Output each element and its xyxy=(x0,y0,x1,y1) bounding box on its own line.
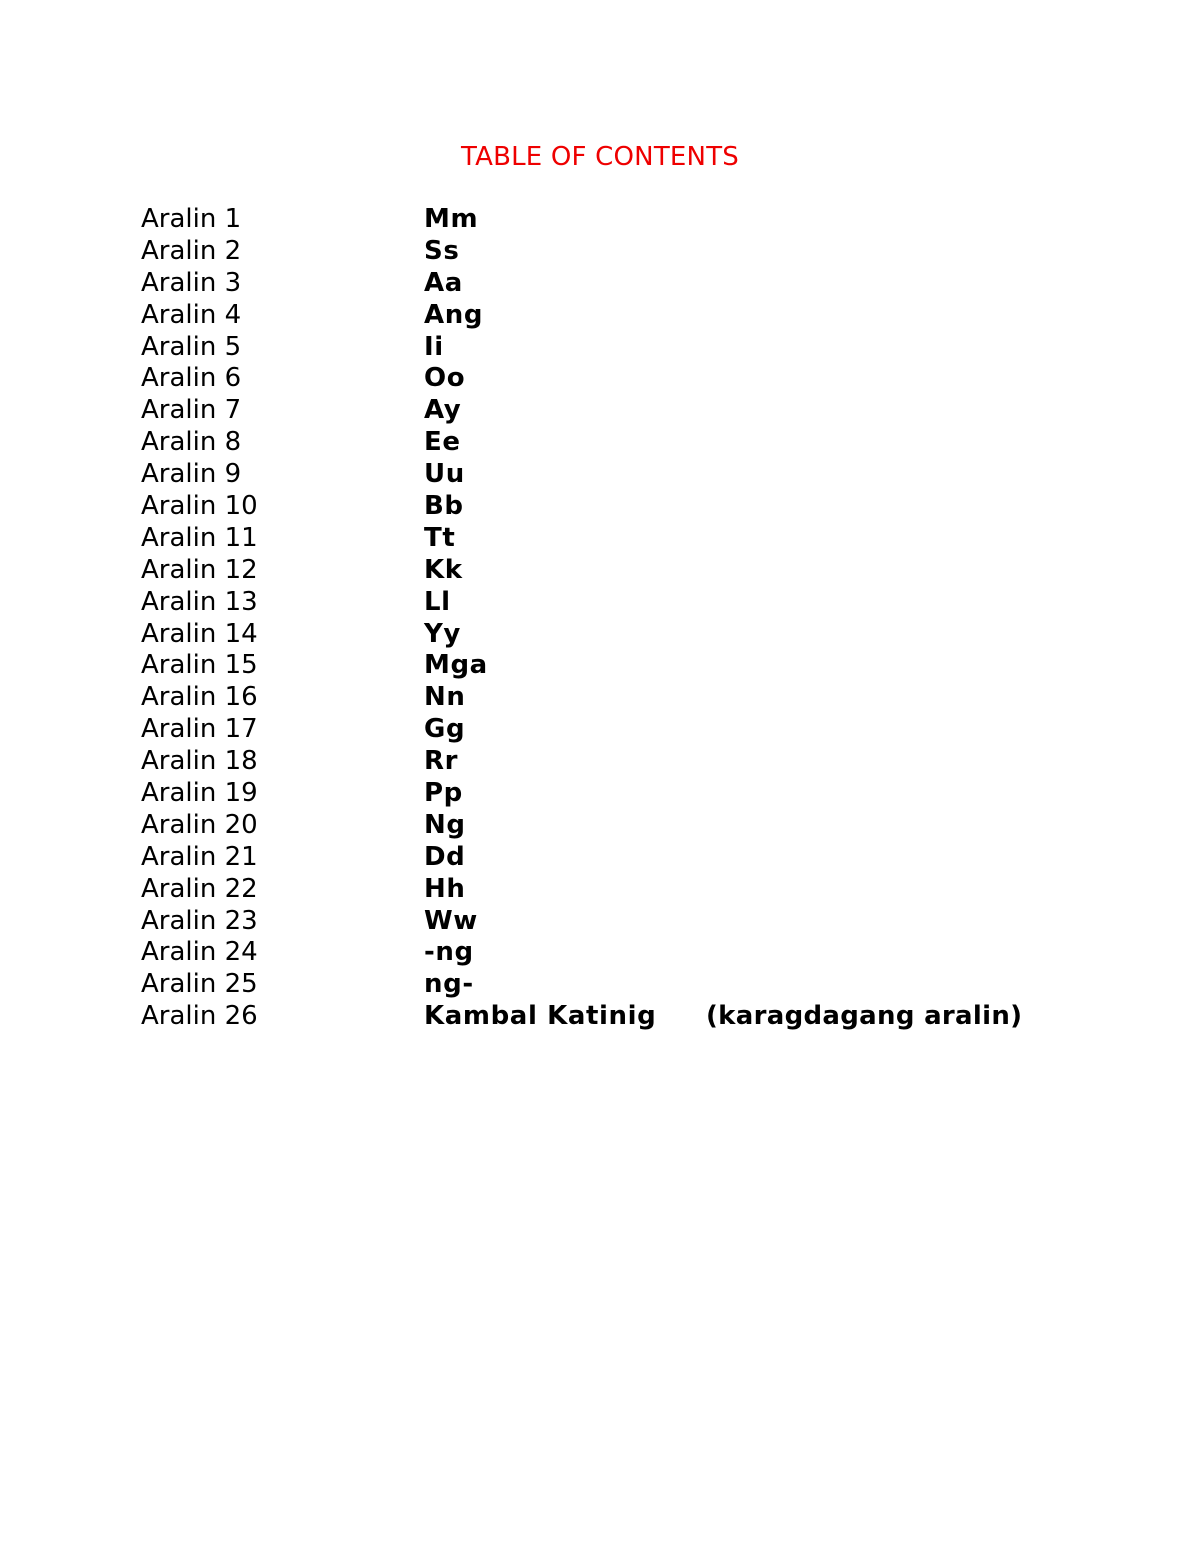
lesson-number: Aralin 14 xyxy=(141,618,258,649)
lesson-number: Aralin 22 xyxy=(141,873,258,904)
page-title: TABLE OF CONTENTS xyxy=(461,142,739,172)
toc-entry xyxy=(141,714,1141,746)
lesson-topic: Kk xyxy=(424,554,463,585)
toc-entry xyxy=(141,587,1141,619)
lesson-number: Aralin 6 xyxy=(141,363,242,394)
lesson-number: Aralin 16 xyxy=(141,682,258,713)
lesson-topic: Ang xyxy=(424,299,484,330)
lesson-number: Aralin 19 xyxy=(141,778,258,809)
lesson-number: Aralin 7 xyxy=(141,395,242,426)
lesson-number: Aralin 13 xyxy=(141,586,258,617)
lesson-number: Aralin 2 xyxy=(141,235,242,266)
toc-entry xyxy=(141,395,1141,427)
toc-entry xyxy=(141,363,1141,395)
lesson-topic: Mga xyxy=(424,650,488,681)
toc-entry xyxy=(141,746,1141,778)
lesson-topic: Aa xyxy=(424,267,463,298)
lesson-topic: Mm xyxy=(424,204,479,234)
lesson-number: Aralin 10 xyxy=(141,491,258,522)
lesson-topic: Uu xyxy=(424,459,465,490)
lesson-topic: Tt xyxy=(424,522,456,553)
toc-entry xyxy=(141,778,1141,810)
lesson-number: Aralin 17 xyxy=(141,714,258,745)
lesson-number: Aralin 1 xyxy=(141,204,242,234)
lesson-topic: -ng xyxy=(424,937,474,968)
toc-entry xyxy=(141,459,1141,491)
lesson-number: Aralin 8 xyxy=(141,427,242,458)
lesson-topic: Nn xyxy=(424,682,466,713)
lesson-number: Aralin 25 xyxy=(141,969,258,1000)
lesson-number: Aralin 3 xyxy=(141,267,242,298)
toc-entry xyxy=(141,874,1141,906)
toc-entry xyxy=(141,236,1141,268)
lesson-topic: ng- xyxy=(424,969,474,1000)
lesson-topic: Gg xyxy=(424,714,466,745)
lesson-topic: Kambal Katinig xyxy=(424,1001,657,1032)
lesson-topic: Ee xyxy=(424,427,461,458)
lesson-topic: Dd xyxy=(424,841,466,872)
toc-entry xyxy=(141,523,1141,555)
lesson-topic: Pp xyxy=(424,778,463,809)
toc-entry xyxy=(141,555,1141,587)
lesson-number: Aralin 15 xyxy=(141,650,258,681)
toc-entry xyxy=(141,1001,1141,1033)
lesson-topic: Oo xyxy=(424,363,466,394)
lesson-number: Aralin 20 xyxy=(141,809,258,840)
lesson-note: (karagdagang aralin) xyxy=(706,1001,1023,1032)
toc-entry xyxy=(141,268,1141,300)
table-of-contents xyxy=(141,204,1141,1033)
lesson-number: Aralin 4 xyxy=(141,299,242,330)
toc-entry xyxy=(141,332,1141,364)
lesson-number: Aralin 26 xyxy=(141,1001,258,1032)
lesson-number: Aralin 23 xyxy=(141,905,258,936)
toc-entry xyxy=(141,906,1141,938)
toc-entry xyxy=(141,427,1141,459)
toc-entry xyxy=(141,969,1141,1001)
toc-entry xyxy=(141,491,1141,523)
lesson-topic: Ng xyxy=(424,809,466,840)
lesson-topic: Hh xyxy=(424,873,466,904)
lesson-topic: Yy xyxy=(424,618,461,649)
toc-entry xyxy=(141,619,1141,651)
lesson-number: Aralin 21 xyxy=(141,841,258,872)
lesson-number: Aralin 24 xyxy=(141,937,258,968)
lesson-number: Aralin 5 xyxy=(141,331,242,362)
lesson-topic: Ww xyxy=(424,905,478,936)
lesson-number: Aralin 18 xyxy=(141,746,258,777)
toc-entry xyxy=(141,682,1141,714)
toc-entry xyxy=(141,937,1141,969)
lesson-topic: Rr xyxy=(424,746,459,777)
lesson-number: Aralin 12 xyxy=(141,554,258,585)
toc-entry xyxy=(141,204,1141,236)
lesson-topic: Ll xyxy=(424,586,451,617)
lesson-topic: Ss xyxy=(424,235,460,266)
lesson-topic: Bb xyxy=(424,491,464,522)
toc-entry xyxy=(141,650,1141,682)
toc-entry xyxy=(141,842,1141,874)
toc-entry xyxy=(141,810,1141,842)
lesson-number: Aralin 9 xyxy=(141,459,242,490)
lesson-topic: Ay xyxy=(424,395,462,426)
lesson-number: Aralin 11 xyxy=(141,522,258,553)
lesson-topic: Ii xyxy=(424,331,444,362)
toc-entry xyxy=(141,300,1141,332)
